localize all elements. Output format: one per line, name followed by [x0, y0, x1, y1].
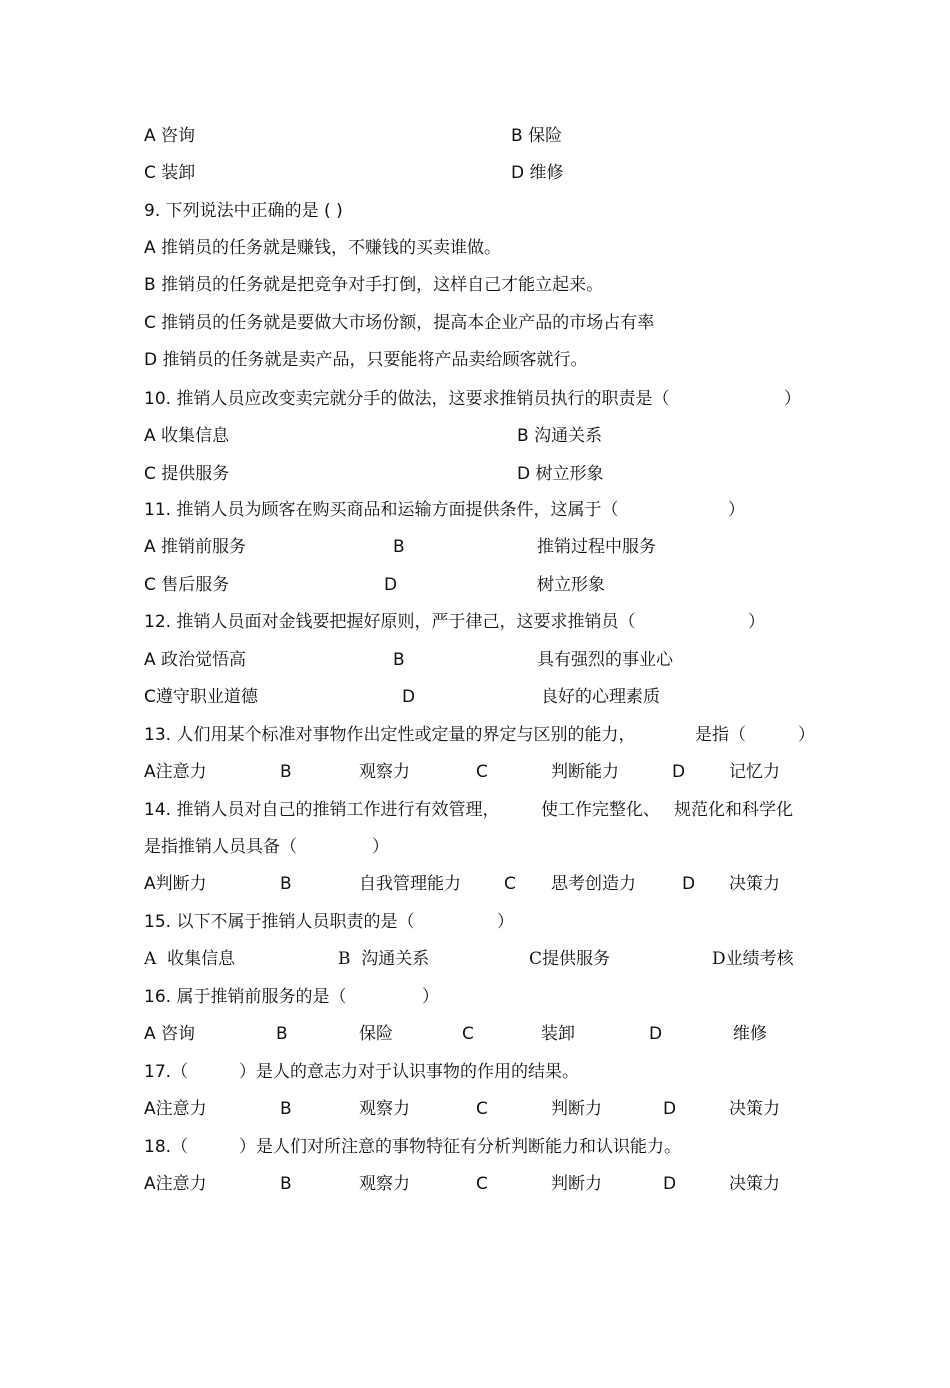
close-paren: ） — [372, 837, 389, 857]
option-b: B 沟通关系 — [517, 426, 603, 446]
option-c: C提供服务 — [529, 949, 611, 969]
option-b-text: 自我管理能力 — [359, 874, 461, 894]
option-b-letter: B — [393, 537, 405, 557]
option-c-letter: C — [476, 1099, 488, 1119]
option-b-text: 推销过程中服务 — [537, 537, 656, 557]
option-b: B 推销员的任务就是把竞争对手打倒，这样自己才能立起来。 — [144, 275, 604, 295]
close-paren: ） — [798, 725, 815, 745]
option-c-letter: C — [476, 1174, 488, 1194]
option-d-letter: D — [402, 687, 416, 707]
option-d-letter: D — [384, 575, 398, 595]
question-text: 13. 人们用某个标准对事物作出定性或定量的界定与区别的能力， — [144, 725, 636, 745]
option-b-text: 观察力 — [359, 1099, 410, 1119]
option-c: C 推销员的任务就是要做大市场份额，提高本企业产品的市场占有率 — [144, 313, 655, 333]
option-row — [144, 348, 588, 372]
option-d-letter: D — [649, 1024, 663, 1044]
question-text-tail: 规范化和科学化 — [674, 800, 793, 820]
option-row — [144, 573, 605, 597]
option-d-text: 记忆力 — [729, 762, 780, 782]
option-row — [144, 872, 780, 896]
question-text-mid: 使工作完整化、 — [541, 800, 660, 820]
option-row — [144, 1172, 780, 1196]
option-c-letter: C — [504, 874, 516, 894]
question-9 — [144, 199, 343, 223]
option-row — [144, 685, 660, 709]
option-d-letter: D — [672, 762, 686, 782]
question-15 — [144, 910, 514, 934]
question-text-head: 17.（ — [144, 1062, 189, 1082]
option-row — [144, 648, 673, 672]
option-a: A 收集信息 — [144, 949, 236, 969]
option-a: A注意力 — [144, 1174, 207, 1194]
question-18 — [144, 1135, 681, 1159]
option-c-letter: C — [462, 1024, 474, 1044]
option-c-letter: C — [476, 762, 488, 782]
option-d-letter: D — [682, 874, 696, 894]
option-c: C 售后服务 — [144, 575, 230, 595]
option-b: B 沟通关系 — [338, 949, 430, 969]
close-paren: ） — [422, 987, 439, 1007]
close-paren: ） — [784, 389, 801, 409]
option-row — [144, 161, 564, 185]
question-text: 9. 下列说法中正确的是 ( ) — [144, 201, 343, 221]
option-b: B 保险 — [511, 126, 563, 146]
option-a: A注意力 — [144, 762, 207, 782]
option-b-letter: B — [280, 762, 292, 782]
option-c-text: 判断能力 — [551, 762, 619, 782]
option-row — [144, 273, 604, 297]
option-a: A 推销前服务 — [144, 537, 247, 557]
option-b-text: 观察力 — [359, 1174, 410, 1194]
option-a: A 推销员的任务就是赚钱，不赚钱的买卖谁做。 — [144, 238, 502, 258]
question-text-tail: 是指（ — [695, 725, 746, 745]
option-a: A 收集信息 — [144, 426, 230, 446]
option-d-text: 决策力 — [729, 1099, 780, 1119]
question-text: 是指推销人员具备（ — [144, 837, 297, 857]
option-d-letter: D — [663, 1099, 677, 1119]
option-d: D业绩考核 — [712, 949, 794, 969]
option-d: D 维修 — [511, 163, 564, 183]
question-text: 14. 推销人员对自己的推销工作进行有效管理， — [144, 800, 500, 820]
question-13 — [144, 723, 815, 747]
option-d-text: 决策力 — [729, 874, 780, 894]
question-text: 11. 推销人员为顾客在购买商品和运输方面提供条件，这属于（ — [144, 500, 619, 520]
option-c: C 装卸 — [144, 163, 196, 183]
option-b-letter: B — [393, 650, 405, 670]
option-b-text: 具有强烈的事业心 — [537, 650, 673, 670]
question-text: 16. 属于推销前服务的是（ — [144, 987, 347, 1007]
question-16 — [144, 985, 439, 1009]
option-c: C遵守职业道德 — [144, 687, 258, 707]
option-b-letter: B — [276, 1024, 288, 1044]
close-paren: ） — [497, 912, 514, 932]
option-c: C 提供服务 — [144, 464, 230, 484]
option-a: A 咨询 — [144, 1024, 196, 1044]
option-d: D 推销员的任务就是卖产品，只要能将产品卖给顾客就行。 — [144, 350, 588, 370]
option-d-letter: D — [663, 1174, 677, 1194]
question-11 — [144, 498, 745, 522]
question-text: ）是人们对所注意的事物特征有分析判断能力和认识能力。 — [239, 1137, 681, 1157]
option-b-letter: B — [280, 1174, 292, 1194]
option-d-text: 维修 — [733, 1024, 767, 1044]
question-17 — [144, 1060, 579, 1084]
option-c-text: 判断力 — [551, 1099, 602, 1119]
option-row — [144, 1097, 780, 1121]
option-b-text: 保险 — [359, 1024, 393, 1044]
option-d-text: 树立形象 — [537, 575, 605, 595]
option-a: A 咨询 — [144, 126, 196, 146]
question-text: 15. 以下不属于推销人员职责的是（ — [144, 912, 415, 932]
option-row — [144, 1022, 767, 1046]
option-a: A注意力 — [144, 1099, 207, 1119]
question-text: ）是人的意志力对于认识事物的作用的结果。 — [239, 1062, 579, 1082]
question-text: 10. 推销人员应改变卖完就分手的做法，这要求推销员执行的职责是（ — [144, 389, 670, 409]
option-d-text: 决策力 — [729, 1174, 780, 1194]
question-14-cont — [144, 835, 389, 859]
option-b-letter: B — [280, 1099, 292, 1119]
option-row — [144, 760, 780, 784]
option-d-text: 良好的心理素质 — [541, 687, 660, 707]
option-b-text: 观察力 — [359, 762, 410, 782]
option-c-text: 判断力 — [551, 1174, 602, 1194]
close-paren: ） — [748, 612, 765, 632]
option-row — [144, 424, 603, 448]
option-row — [144, 535, 656, 559]
option-d: D 树立形象 — [517, 464, 604, 484]
option-a: A判断力 — [144, 874, 207, 894]
question-14 — [144, 798, 793, 822]
option-b-letter: B — [280, 874, 292, 894]
option-c-text: 装卸 — [541, 1024, 575, 1044]
question-10 — [144, 387, 801, 411]
option-row — [144, 947, 794, 971]
option-row — [144, 236, 502, 260]
option-row — [144, 311, 655, 335]
option-c-text: 思考创造力 — [551, 874, 636, 894]
question-text-head: 18.（ — [144, 1137, 189, 1157]
question-text: 12. 推销人员面对金钱要把握好原则，严于律己，这要求推销员（ — [144, 612, 636, 632]
close-paren: ） — [728, 500, 745, 520]
option-row — [144, 124, 563, 148]
option-row — [144, 462, 604, 486]
question-12 — [144, 610, 765, 634]
option-a: A 政治觉悟高 — [144, 650, 247, 670]
